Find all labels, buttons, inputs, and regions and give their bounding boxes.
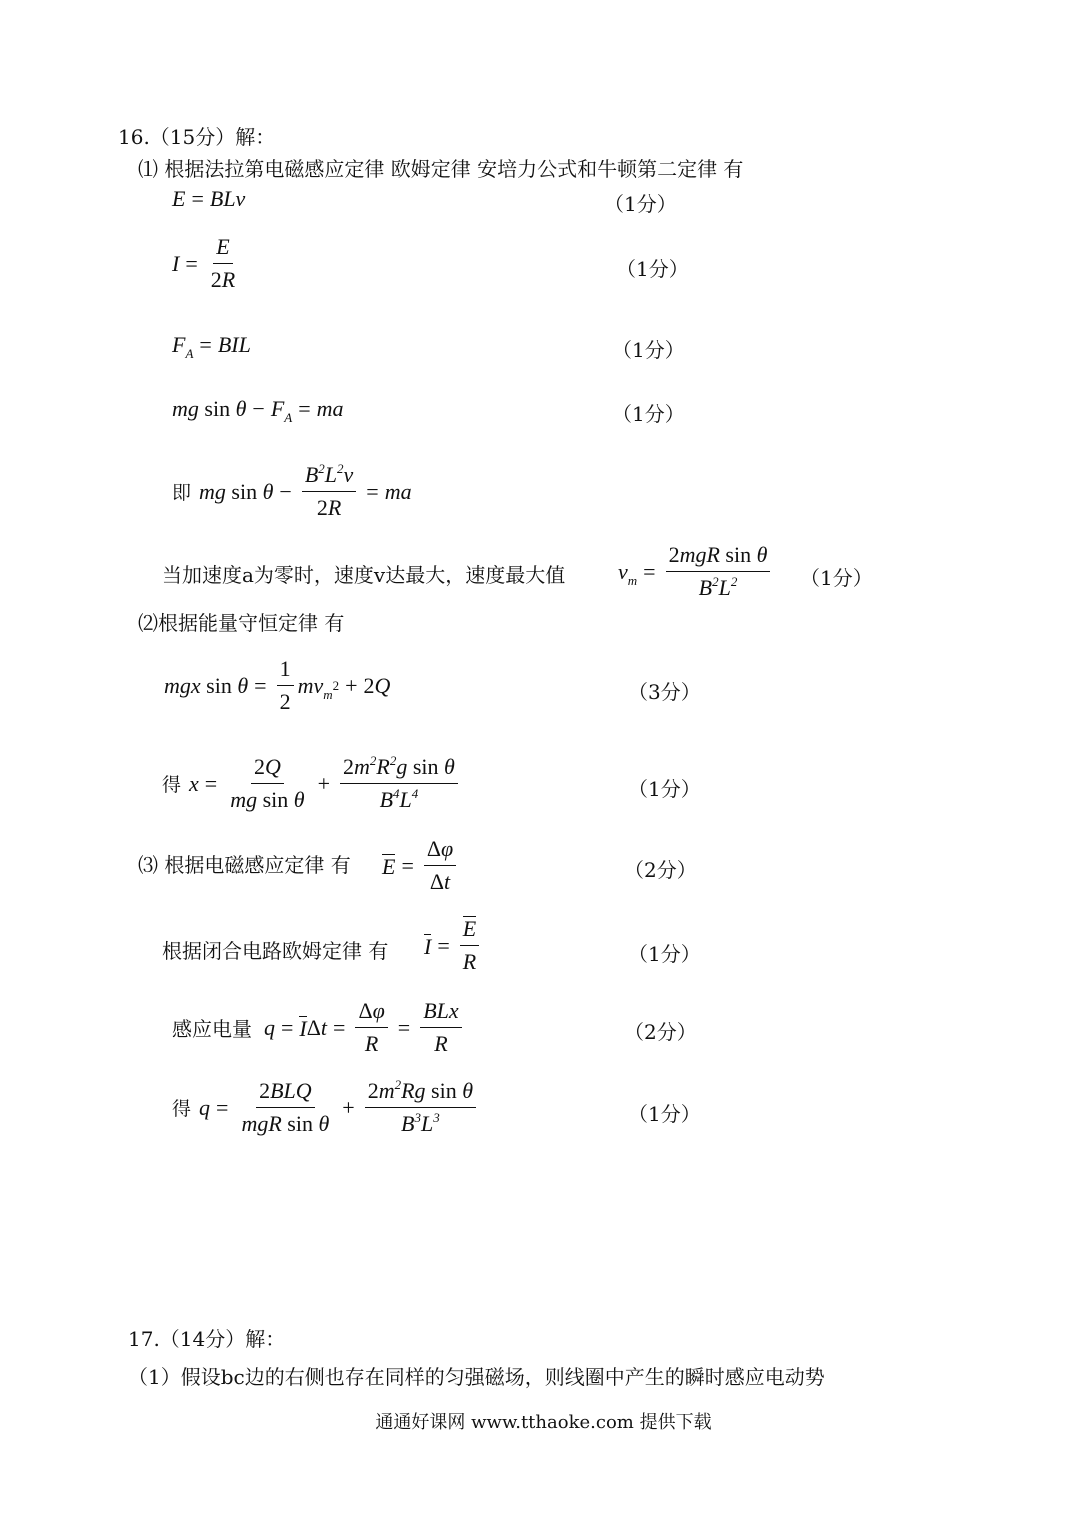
score-average-current: （1分） (628, 942, 701, 966)
de-label-x: 得 (162, 774, 182, 796)
q17-part1: （1）假设bc边的右侧也存在同样的匀强磁场，则线圈中产生的瞬时感应电动势 (128, 1365, 825, 1389)
q16-part1-intro: ⑴ 根据法拉第电磁感应定律 欧姆定律 安培力公式和牛顿第二定律 有 (138, 157, 744, 181)
de-label-q: 得 (172, 1098, 192, 1120)
equation-current: I = $\frac{E}{2R}$ (172, 234, 236, 292)
q16-part1-conclusion: 当加速度a为零时，速度v达最大，速度最大值 (162, 563, 566, 587)
score-emf: （1分） (604, 192, 677, 216)
equation-max-velocity: $v_m$ = $\frac{\text{2mgR sin θ}}{B^2L^2}$ (618, 542, 774, 601)
equation-emf: E = BLv (172, 186, 246, 211)
score-newton: （1分） (612, 402, 685, 426)
score-charge-final: （1分） (628, 1102, 701, 1126)
ji-label: 即 (172, 482, 192, 504)
equation-ampere-force: $F_A$ = BIL (172, 332, 251, 361)
equation-average-emf: E = $\frac{\Delta\varphi}{\Delta t}$ (382, 836, 460, 895)
score-distance: （1分） (628, 777, 701, 801)
q16-part3-charge: 感应电量 (172, 1017, 252, 1041)
equation-motion-combined: 即 mg sin θ − $\frac{B^2L^2v}{2R}$ = ma (172, 461, 412, 520)
q16-heading: 16.（15分）解： (118, 125, 276, 149)
score-ampere-force: （1分） (612, 338, 685, 362)
score-energy: （3分） (628, 680, 701, 704)
score-average-emf: （2分） (624, 858, 697, 882)
score-max-velocity: （1分） (800, 566, 873, 590)
score-current: （1分） (616, 257, 689, 281)
q16-part2-intro: ⑵根据能量守恒定律 有 (138, 611, 345, 635)
equation-charge: q = I Δ t = $\frac{\Delta\varphi}{R}$ = $\frac{\text{BLx}}{R}$ (264, 998, 466, 1057)
equation-energy: mgx sin θ = $\frac{1}{2}$ $mv_m$ 2 + 2 Q (164, 656, 391, 714)
q17-heading: 17.（14分）解： (128, 1327, 286, 1351)
equation-charge-final: 得 q = $\frac{\text{2BLQ}}{\text{mgR sin θ}}$ + $\frac{2m^2Rg \sin \theta}{B^3L^3}$ (172, 1078, 480, 1137)
q16-part3-intro: ⑶ 根据电磁感应定律 有 (138, 853, 351, 877)
equation-newton: mg sin θ − $F_A$ = ma (172, 396, 344, 425)
equation-average-current: I = $\frac{E}{R}$ (424, 916, 483, 975)
equation-distance: 得 x = $\frac{2Q}{\text{mg sin θ}}$ + $\frac{2m^2R^2g \sin \theta}{B^4L^4}$ (162, 754, 462, 813)
footer-source: 通通好课网 www.tthaoke.com 提供下载 (375, 1412, 712, 1433)
score-charge: （2分） (624, 1020, 697, 1044)
q16-part3-ohm: 根据闭合电路欧姆定律 有 (162, 939, 389, 963)
